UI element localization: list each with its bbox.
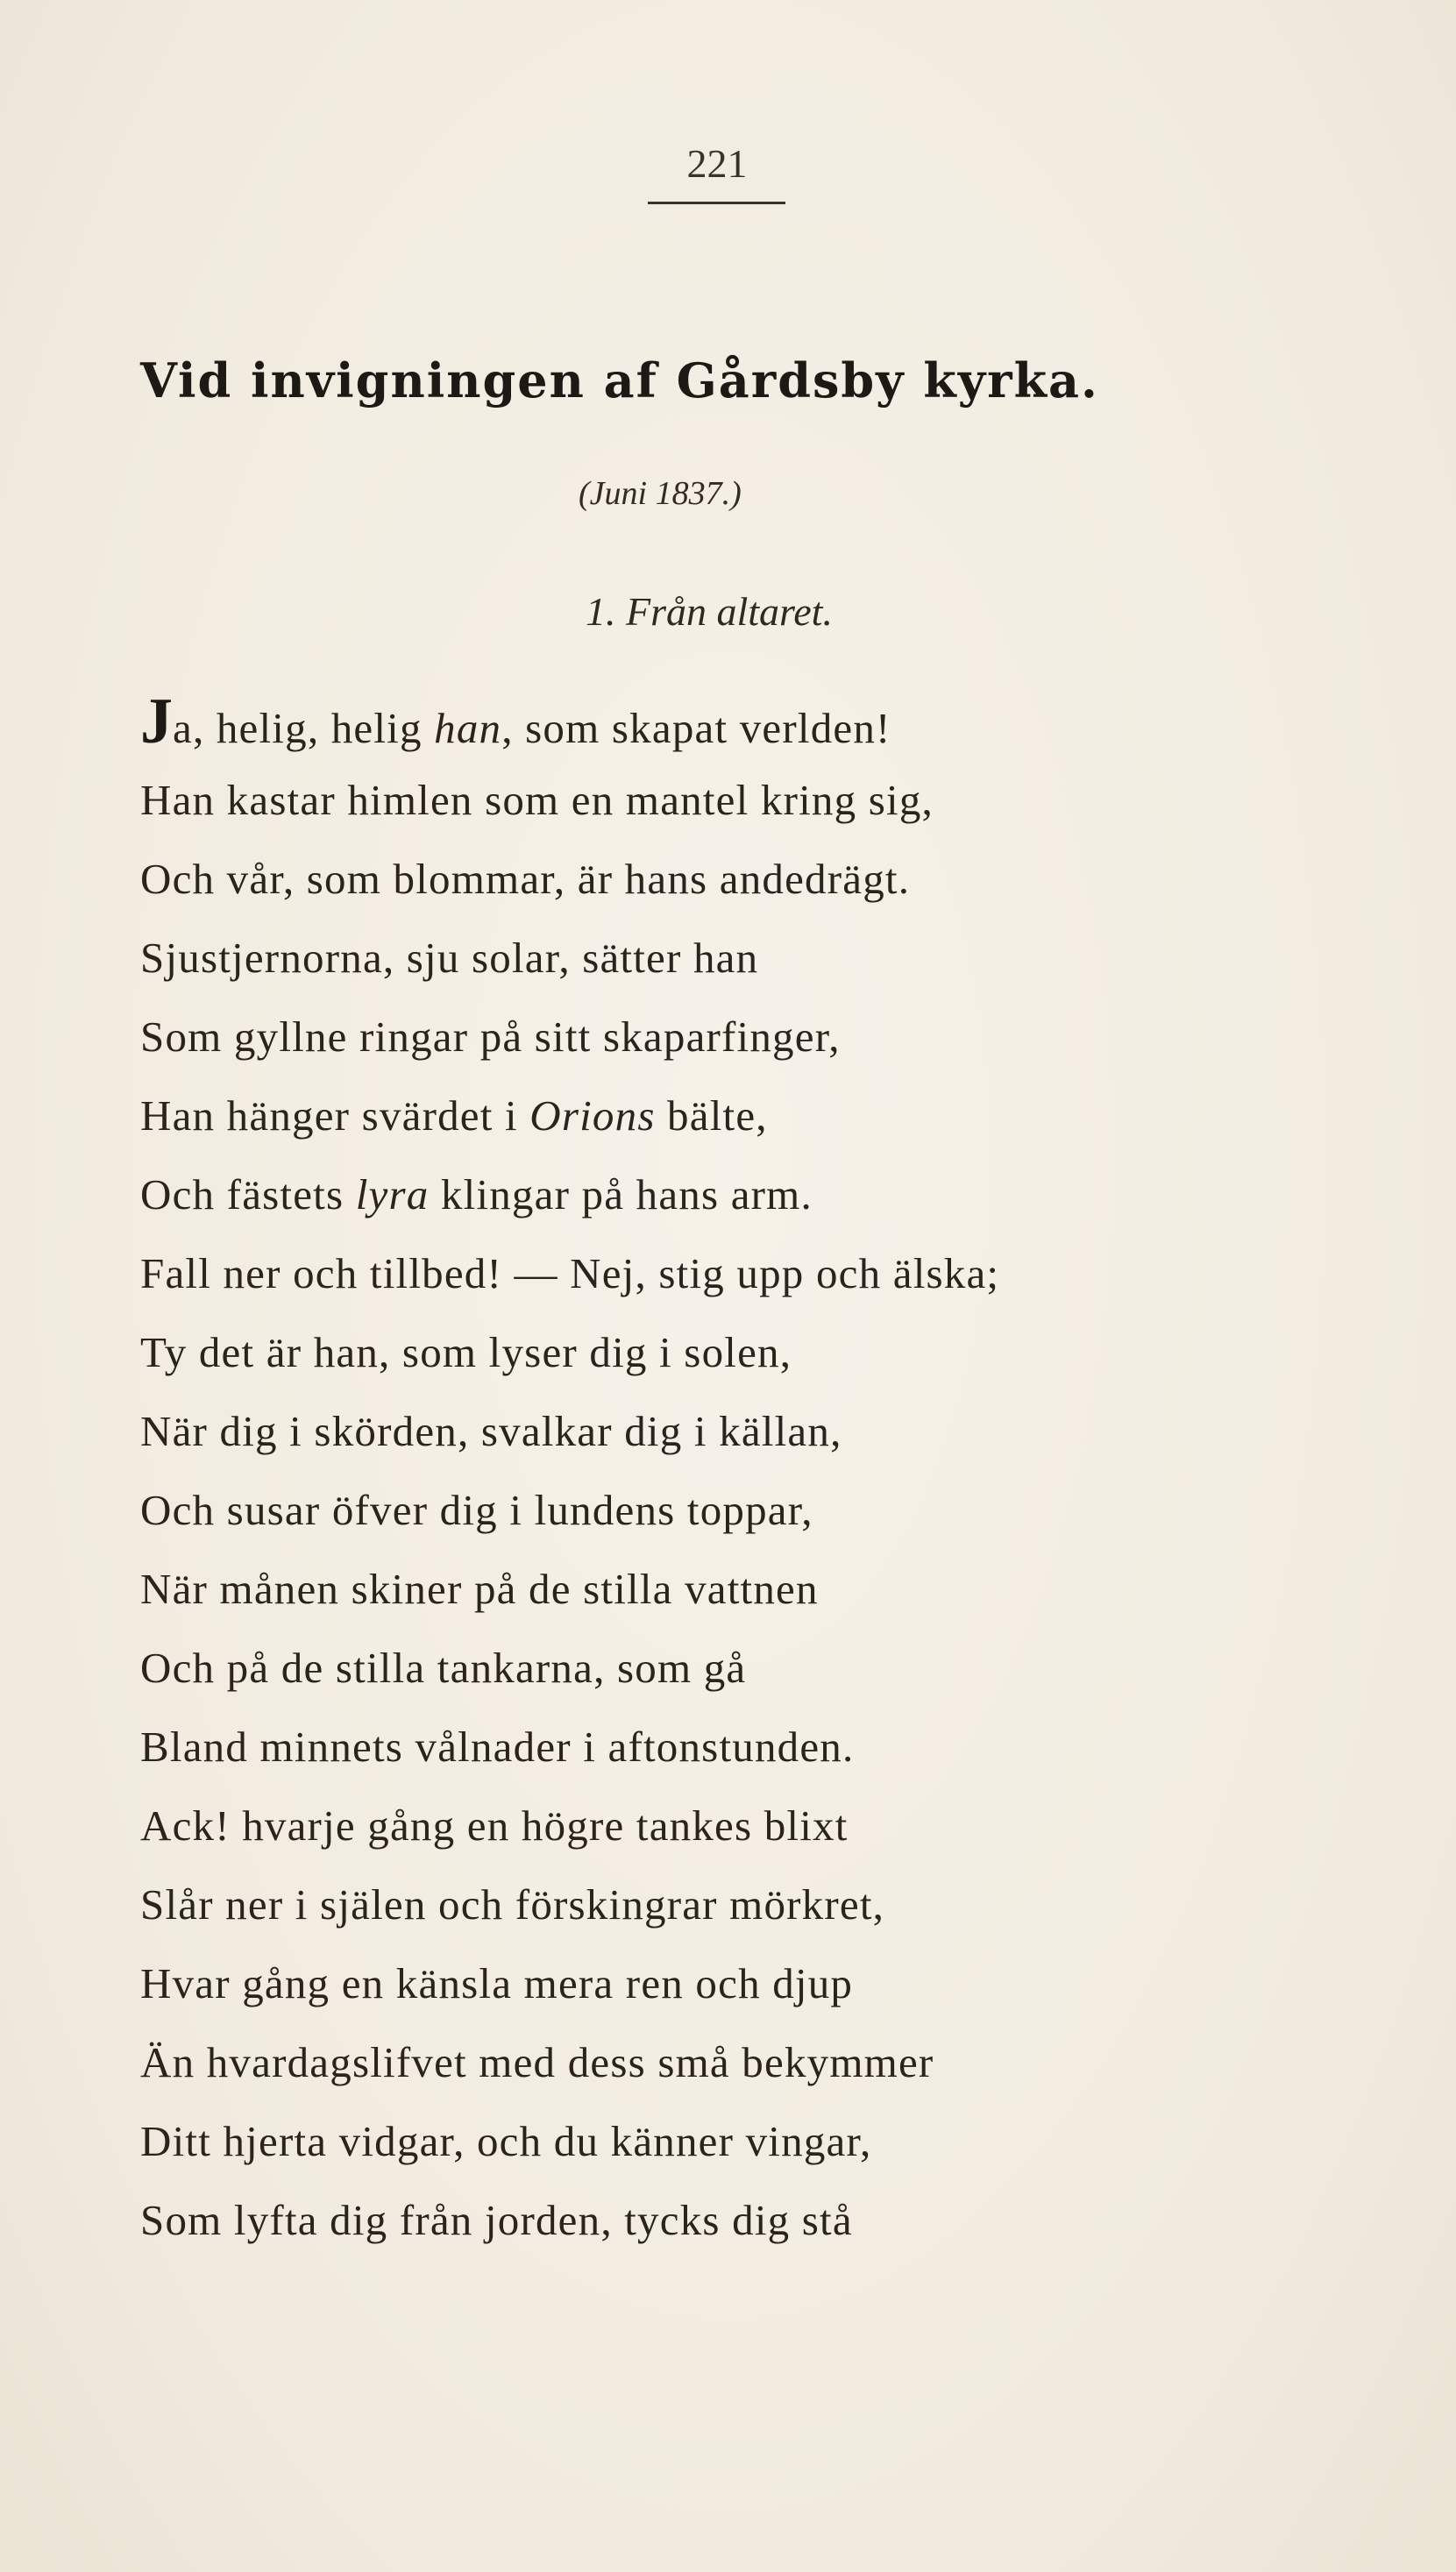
poem-line-5: Som gyllne ringar på sitt skaparfinger, <box>140 1012 841 1061</box>
poem-line-16: Slår ner i själen och förskingrar mörkret, <box>140 1880 885 1929</box>
poem-line-15: Ack! hvarje gång en högre tankes blixt <box>140 1801 849 1850</box>
line-6-italic-orions: Orions <box>529 1091 656 1140</box>
drop-cap: J <box>140 686 173 757</box>
poem-title: Vid invigningen af Gårdsby kyrka. <box>140 352 1099 409</box>
line-6-text-a: Han hänger svärdet i <box>140 1091 530 1140</box>
poem-line-18: Än hvardagslifvet med dess små bekymmer <box>140 2038 934 2086</box>
poem-line-4: Sjustjernorna, sju solar, sätter han <box>140 934 759 982</box>
poem-line-14: Bland minnets vålnader i aftonstunden. <box>140 1723 855 1771</box>
poem-line-12: När månen skiner på de stilla vattnen <box>140 1565 819 1613</box>
poem-line-11: Och susar öfver dig i lundens toppar, <box>140 1486 813 1534</box>
poem-line-9: Ty det är han, som lyser dig i solen, <box>140 1328 792 1376</box>
poem-line-8: Fall ner och tillbed! — Nej, stig upp och älska; <box>140 1249 1000 1297</box>
line-7-text-c: klingar på hans arm. <box>429 1170 813 1219</box>
line-7-italic-lyra: lyra <box>355 1170 430 1219</box>
poem-line-13: Och på de stilla tankarna, som gå <box>140 1644 747 1692</box>
poem-line-3: Och vår, som blommar, är hans andedrägt. <box>140 855 911 903</box>
poem-line-2: Han kastar himlen som en mantel kring sig, <box>140 776 934 824</box>
section-heading: 1. Från altaret. <box>586 589 833 634</box>
line-6-text-c: bälte, <box>655 1091 768 1140</box>
poem-line-17: Hvar gång en känsla mera ren och djup <box>140 1959 854 2007</box>
line-1-italic-han: han <box>434 704 502 752</box>
poem-line-19: Ditt hjerta vidgar, och du känner vingar, <box>140 2117 872 2165</box>
page-number: 221 <box>686 141 748 186</box>
line-1-text-a: a, helig, helig <box>173 704 435 752</box>
poem-body <box>140 682 1385 2260</box>
page-number-rule <box>648 202 785 204</box>
poem-line-20: Som lyfta dig från jorden, tycks dig stå <box>140 2196 853 2244</box>
line-7-text-a: Och fästets <box>140 1170 356 1219</box>
poem-line-10: När dig i skörden, svalkar dig i källan, <box>140 1407 842 1455</box>
poem-line-6 <box>140 1076 1385 1155</box>
line-1-text-c: , som skapat verlden! <box>501 704 891 752</box>
poem-line-7 <box>140 1155 1385 1234</box>
poem-date: (Juni 1837.) <box>579 475 742 512</box>
poem-line-1 <box>140 682 1385 761</box>
